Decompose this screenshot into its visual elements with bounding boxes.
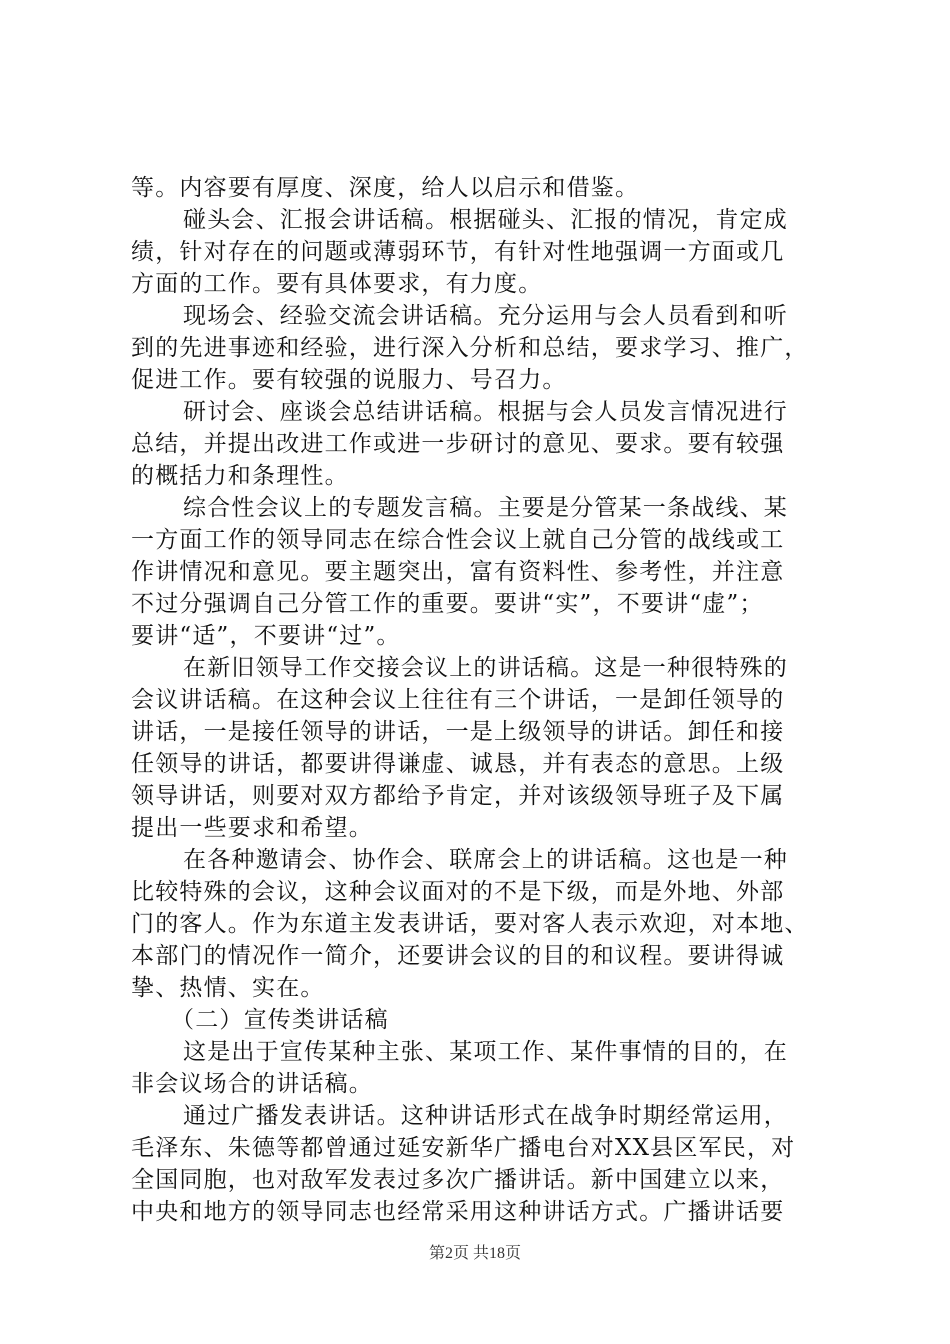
text-line: 不过分强调自己分管工作的重要。要讲“实”，不要讲“虚”； (131, 591, 764, 617)
text-line: 作讲情况和意见。要主题突出，富有资料性、参考性，并注意 (131, 559, 785, 585)
paragraph-start-line: 在新旧领导工作交接会议上的讲话稿。这是一种很特殊的 (183, 655, 788, 681)
paragraph-start-line: 这是出于宣传某种主张、某项工作、某件事情的目的，在 (183, 1039, 788, 1065)
text-line: 等。内容要有厚度、深度，给人以启示和借鉴。 (131, 175, 640, 201)
text-line: 提出一些要求和希望。 (131, 815, 373, 841)
paragraph-start-line: 研讨会、座谈会总结讲话稿。根据与会人员发言情况进行 (183, 399, 788, 425)
text-line: 的概括力和条理性。 (131, 463, 349, 489)
text-line: 到的先进事迹和经验，进行深入分析和总结，要求学习、推广， (131, 335, 809, 361)
text-line: 非会议场合的讲话稿。 (131, 1071, 373, 1097)
paragraph-start-line: 在各种邀请会、协作会、联席会上的讲话稿。这也是一种 (183, 847, 788, 873)
text-line: 中央和地方的领导同志也经常采用这种讲话方式。广播讲话要 (131, 1199, 785, 1225)
text-line: 本部门的情况作一简介，还要讲会议的目的和议程。要讲得诚 (131, 943, 785, 969)
text-line: 方面的工作。要有具体要求，有力度。 (131, 271, 543, 297)
text-line: 挚、热情、实在。 (131, 975, 325, 1001)
text-line: 毛泽东、朱德等都曾通过延安新华广播电台对XX县区军民，对 (131, 1135, 796, 1161)
text-line: 总结，并提出改进工作或进一步研讨的意见、要求。要有较强 (131, 431, 785, 457)
section-heading: （二）宣传类讲话稿 (171, 1007, 389, 1033)
text-line: 比较特殊的会议，这种会议面对的不是下级，而是外地、外部 (131, 879, 785, 905)
paragraph-start-line: 碰头会、汇报会讲话稿。根据碰头、汇报的情况，肯定成 (183, 207, 788, 233)
text-line: 会议讲话稿。在这种会议上往往有三个讲话，一是卸任领导的 (131, 687, 785, 713)
text-line: 要讲“适”，不要讲“过”。 (131, 623, 401, 649)
text-line: 促进工作。要有较强的说服力、号召力。 (131, 367, 567, 393)
paragraph-start-line: 现场会、经验交流会讲话稿。充分运用与会人员看到和听 (183, 303, 788, 329)
text-line: 门的客人。作为东道主发表讲话，要对客人表示欢迎，对本地、 (131, 911, 809, 937)
text-line: 绩，针对存在的问题或薄弱环节，有针对性地强调一方面或几 (131, 239, 785, 265)
text-line: 任领导的讲话，都要讲得谦虚、诚恳，并有表态的意思。上级 (131, 751, 785, 777)
text-line: 领导讲话，则要对双方都给予肯定，并对该级领导班子及下属 (131, 783, 785, 809)
paragraph-start-line: 综合性会议上的专题发言稿。主要是分管某一条战线、某 (183, 495, 788, 521)
document-body (131, 172, 831, 1228)
text-line: 讲话，一是接任领导的讲话，一是上级领导的讲话。卸任和接 (131, 719, 785, 745)
paragraph-start-line: 通过广播发表讲话。这种讲话形式在战争时期经常运用， (183, 1103, 788, 1129)
text-line: 全国同胞，也对敌军发表过多次广播讲话。新中国建立以来， (131, 1167, 785, 1193)
page-number-footer: 第2页 共18页 (428, 1245, 521, 1262)
text-line: 一方面工作的领导同志在综合性会议上就自己分管的战线或工 (131, 527, 785, 553)
